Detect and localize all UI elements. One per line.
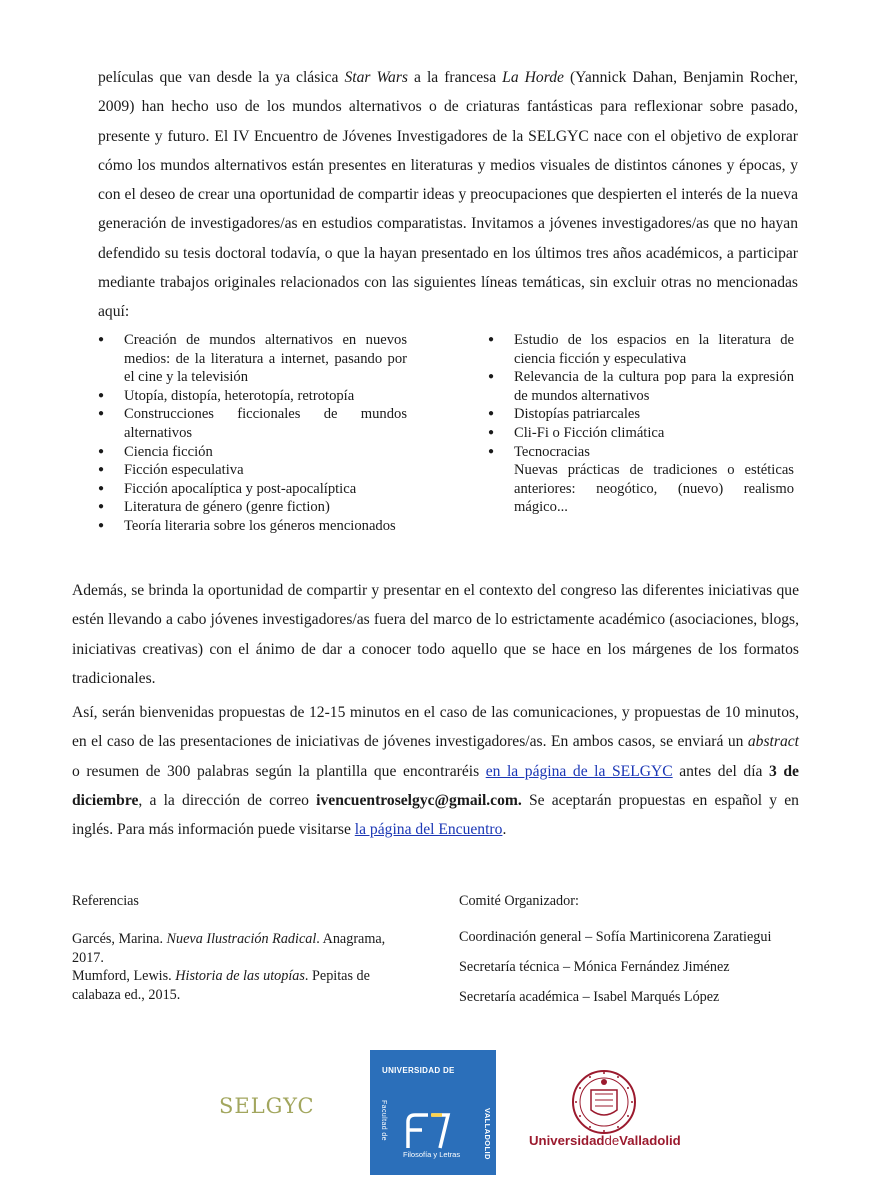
committee-heading: Comité Organizador: — [459, 893, 579, 909]
list-item: ● Estudio de los espacios en la literatura de ciencia ficción y especulativa — [488, 331, 794, 368]
proposals-text-f: . — [502, 821, 507, 839]
list-item: ● Literatura de género (genre fiction) — [98, 498, 407, 517]
selgyc-logo: SELGYC — [219, 1094, 315, 1118]
university-name-logo — [529, 1133, 681, 1148]
topics-list-left — [98, 331, 407, 536]
list-item: ● Construcciones ficcionales de mundos alternativos — [98, 405, 407, 442]
list-item: ● Tecnocracias — [488, 443, 794, 462]
intro-text-3: (Yannick Dahan, Benjamin Rocher, 2009) han hecho uso de los mundos alternativos o de criaturas fantásticas para reflexionar sobre pasado, presente y futuro. El IV Encuentro de Jóvenes Investigadores de la SELGYC nace con el objetivo de explorar cómo los mundos alternativos están presentes en literaturas y medios visuales de distintos cánones y épocas, y con el deseo de crear una oportunidad de compartir ideas y preocupaciones que despierten el interés de la nueva generación de investigadores/as en estudios comparatistas. Invitamos a jóvenes investigadores/as que no hayan defendido su tesis doctoral todavía, o que la hayan presentado en los últimos tres años académicos, a participar mediante trabajos originales relacionados con las siguientes líneas temáticas, sin excluir otras no mencionadas aquí: — [98, 69, 798, 321]
film-title-la-horde: La Horde — [502, 69, 564, 86]
proposals-text-a: Así, serán bienvenidas propuestas de 12-15 minutos en el caso de las comunicaciones, y propuestas de 10 minutos, en el caso de las presentaciones de iniciativas de jóvenes investigadores/as. En ambos casos, se enviará un — [72, 704, 799, 751]
contact-email: ivencuentroselgyc@gmail.com. — [316, 791, 522, 809]
encuentro-page-link[interactable]: la página del Encuentro — [354, 821, 503, 839]
reference-publisher: . Anagrama, 2017. — [72, 931, 386, 966]
faculty-logo-university: UNIVERSIDAD DE — [382, 1066, 455, 1075]
intro-text-2: a la francesa — [407, 69, 503, 86]
list-item: ● Ciencia ficción — [98, 443, 407, 462]
references-heading: Referencias — [72, 893, 139, 909]
reference-item — [72, 967, 412, 1004]
selgyc-page-link[interactable]: en la página de la SELGYC — [485, 762, 673, 780]
uva-word-1: Universidad — [529, 1133, 605, 1148]
proposals-text-b: o resumen de 300 palabras según la plantilla que encontraréis — [72, 762, 486, 780]
uva-word-2: de — [604, 1133, 620, 1148]
faculty-logo — [370, 1050, 496, 1175]
deadline-date: 3 de diciembre — [72, 762, 799, 809]
references-list — [72, 930, 412, 1005]
list-item: ● Cli-Fi o Ficción climática — [488, 424, 794, 443]
committee-list — [459, 928, 839, 1019]
uva-word-3: Valladolid — [619, 1133, 681, 1148]
proposals-paragraph — [72, 698, 799, 844]
faculty-logo-city: VALLADOLID — [483, 1108, 492, 1160]
faculty-mark-icon — [404, 1112, 458, 1150]
list-item: ● Ficción especulativa — [98, 461, 407, 480]
list-item: ● Utopía, distopía, heterotopía, retrotopía — [98, 387, 407, 406]
proposals-text-e: Se aceptarán propuestas en español y en inglés. Para más información puede visitarse — [72, 791, 799, 839]
list-item: ● Distopías patriarcales — [488, 405, 794, 424]
committee-member: Coordinación general – Sofía Martinicorena Zaratiegui — [459, 929, 772, 945]
reference-title: Nueva Ilustración Radical — [166, 931, 317, 947]
list-item: ● Teoría literaria sobre los géneros mencionados — [98, 517, 407, 536]
intro-paragraph — [98, 63, 798, 327]
proposals-text-d: , a la dirección de correo — [138, 791, 317, 809]
reference-item — [72, 930, 412, 967]
topics-list-right — [488, 331, 794, 517]
reference-publisher: . Pepitas de calabaza ed., 2015. — [72, 968, 370, 1004]
list-item: ● Relevancia de la cultura pop para la expresión de mundos alternativos — [488, 368, 794, 405]
committee-member: Secretaría académica – Isabel Marqués López — [459, 989, 720, 1006]
faculty-logo-faculty: Facultad de — [380, 1100, 387, 1141]
reference-author: Mumford, Lewis. — [72, 968, 176, 985]
reference-author: Garcés, Marina. — [72, 931, 167, 947]
list-item-continuation: Nuevas prácticas de tradiciones o estéticas anteriores: neogótico, (nuevo) realismo mágico... — [514, 462, 794, 516]
list-item: ● Creación de mundos alternativos en nuevos medios: de la literatura a internet, pasando por el cine y la televisión — [98, 331, 407, 387]
intro-text-1: películas que van desde la ya clásica — [98, 69, 345, 86]
faculty-logo-name: Filosofía y Letras — [403, 1150, 461, 1159]
initiatives-paragraph: Además, se brinda la oportunidad de compartir y presentar en el contexto del congreso las diferentes iniciativas que estén llevando a cabo jóvenes investigadores/as fuera del marco de lo estrictamente académico (asociaciones, blogs, iniciativas creativas) con el ánimo de dar a conocer todo aquello que se hace en los márgenes de los formatos tradicionales. — [72, 582, 799, 687]
film-title-star-wars: Star Wars — [344, 69, 408, 86]
list-item: ● Ficción apocalíptica y post-apocalíptica — [98, 480, 407, 499]
abstract-term: abstract — [747, 733, 799, 751]
proposals-text-c: antes del día — [672, 762, 770, 780]
committee-member: Secretaría técnica – Mónica Fernández Jiménez — [459, 959, 730, 976]
reference-title: Historia de las utopías — [175, 968, 305, 985]
